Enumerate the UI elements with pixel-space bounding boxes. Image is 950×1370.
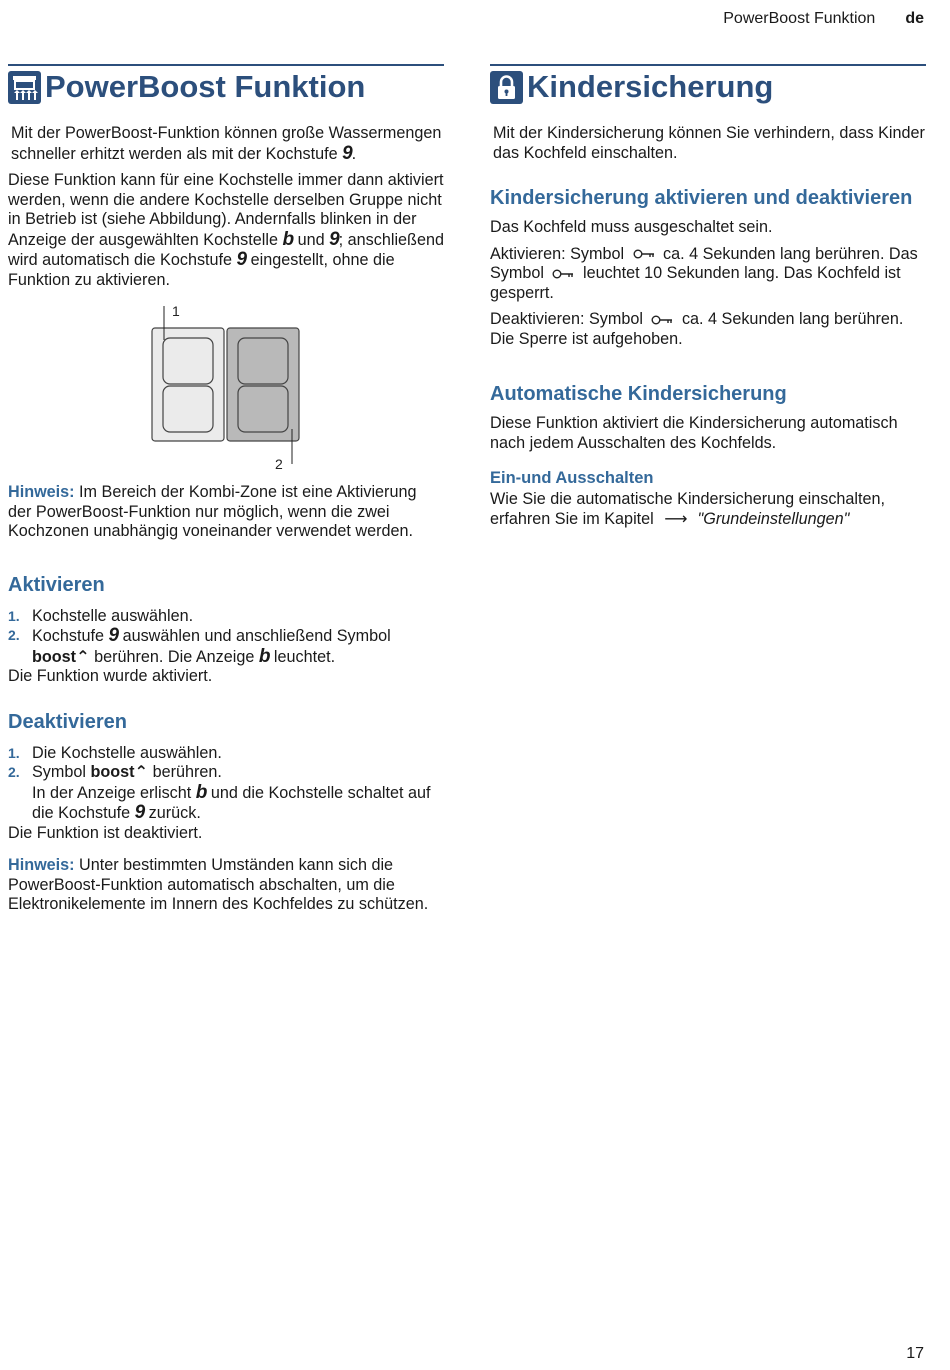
childlock-precondition: Das Kochfeld muss ausgeschaltet sein. [490, 218, 773, 236]
boost-b-glyph: b [282, 228, 294, 250]
boost-chevron-icon: ⌃ [76, 647, 90, 666]
boost-b-glyph: b [258, 645, 270, 667]
activate-step-1: 1. Kochstelle auswählen. [8, 606, 194, 625]
cooking-zone-2b [238, 386, 288, 432]
boost-chevron-icon: ⌃ [134, 763, 149, 781]
powerboost-note-2: Hinweis: Unter bestimmten Umständen kann sich die PowerBoost-Funktion automatisch abschalten, um die Elektronikelemente im Innern des Kochfeldes zu schützen. [8, 856, 429, 913]
level-9-glyph: 9 [329, 228, 339, 250]
activate-result: Die Funktion wurde aktiviert. [8, 667, 213, 685]
cooking-zone-2a [238, 338, 288, 384]
left-column [8, 64, 444, 922]
childlock-activate-text: Aktivieren: Symbol ca. 4 Sekunden lang berühren. Das Symbol leuchtet 10 Sekunden lang. Das Kochfeld ist gesperrt. [490, 244, 918, 302]
right-column [490, 64, 926, 536]
note-label: Hinweis: [8, 483, 75, 501]
page-number: 17 [906, 1344, 924, 1362]
boost-b-glyph: b [195, 781, 207, 803]
activate-heading: Aktivieren [8, 573, 105, 596]
powerboost-icon [8, 71, 41, 104]
activate-steps [8, 607, 444, 668]
long-arrow-icon: ⟶ [664, 509, 688, 528]
running-header-lang: de [905, 10, 924, 27]
note-label: Hinweis: [8, 856, 75, 874]
level-9-glyph: 9 [342, 142, 352, 164]
on-off-heading: Ein-und Ausschalten [490, 469, 654, 487]
key-icon [651, 315, 673, 325]
auto-childlock-heading: Automatische Kindersicherung [490, 383, 787, 405]
powerboost-section-header [8, 64, 444, 106]
running-header-section: PowerBoost Funktion [723, 10, 876, 27]
activate-step-2: 2. Kochstufe 9 auswählen und anschließend Symbol boost⌃ berühren. Die Anzeige b leuchtet. [8, 625, 391, 667]
level-9-glyph: 9 [108, 625, 119, 646]
deactivate-heading: Deaktivieren [8, 710, 127, 733]
deactivate-steps [8, 744, 444, 824]
childlock-title: Kindersicherung [527, 69, 774, 104]
powerboost-note-1: Hinweis: Im Bereich der Kombi-Zone ist eine Aktivierung der PowerBoost-Funktion nur möglich, wenn die zwei Kochzonen unabhängig voneinander verwendet werden. [8, 483, 417, 540]
figure-label-1: 1 [172, 303, 180, 319]
powerboost-title: PowerBoost Funktion [45, 69, 366, 104]
boost-symbol: boost [90, 763, 135, 781]
hob-zones-diagram [8, 297, 444, 477]
padlock-icon [490, 71, 523, 104]
level-9-glyph: 9 [134, 802, 145, 823]
deactivate-step-1: 1. Die Kochstelle auswählen. [8, 743, 222, 762]
boost-symbol: boost [32, 647, 77, 666]
powerboost-intro: Mit der PowerBoost-Funktion können große Wassermengen schneller erhitzt werden als mit der Kochstufe 9. [11, 124, 442, 164]
childlock-deactivate-text: Deaktivieren: Symbol ca. 4 Sekunden lang berühren. Die Sperre ist aufgehoben. [490, 310, 904, 348]
cooking-zone-1b [163, 386, 213, 432]
childlock-section-header [490, 64, 926, 106]
hob-zones-figure [8, 297, 444, 477]
on-off-text: Wie Sie die automatische Kindersicherung einschalten, erfahren Sie im Kapitel ⟶ "Grundeinstellungen" [490, 490, 886, 528]
childlock-activate-heading: Kindersicherung aktivieren und deaktivieren [490, 187, 913, 209]
key-icon [552, 269, 574, 279]
figure-label-2: 2 [275, 456, 283, 472]
childlock-intro: Mit der Kindersicherung können Sie verhindern, dass Kinder das Kochfeld einschalten. [493, 124, 925, 162]
deactivate-step-2: 2. Symbol boost⌃ berühren. In der Anzeige erlischt b und die Kochstelle schaltet auf die Kochstufe 9 zurück. [8, 763, 431, 823]
powerboost-paragraph: Diese Funktion kann für eine Kochstelle immer dann aktiviert werden, wenn die andere Kochstelle derselben Gruppe nicht in Betrieb ist (siehe Abbildung). Andernfalls blinken in der Anzeige der ausgewählten Kochstelle b und 9; anschließend wird automatisch die Kochstufe 9 eingestellt, ohne die Funktion zu aktivieren. [8, 171, 444, 289]
level-9-glyph: 9 [236, 249, 247, 270]
running-header [723, 9, 924, 29]
chapter-reference: "Grundeinstellungen" [697, 509, 850, 528]
cooking-zone-1a [163, 338, 213, 384]
key-icon [633, 249, 655, 259]
deactivate-result: Die Funktion ist deaktiviert. [8, 823, 203, 842]
auto-childlock-text: Diese Funktion aktiviert die Kindersicherung automatisch nach jedem Ausschalten des Kochfelds. [490, 414, 898, 452]
